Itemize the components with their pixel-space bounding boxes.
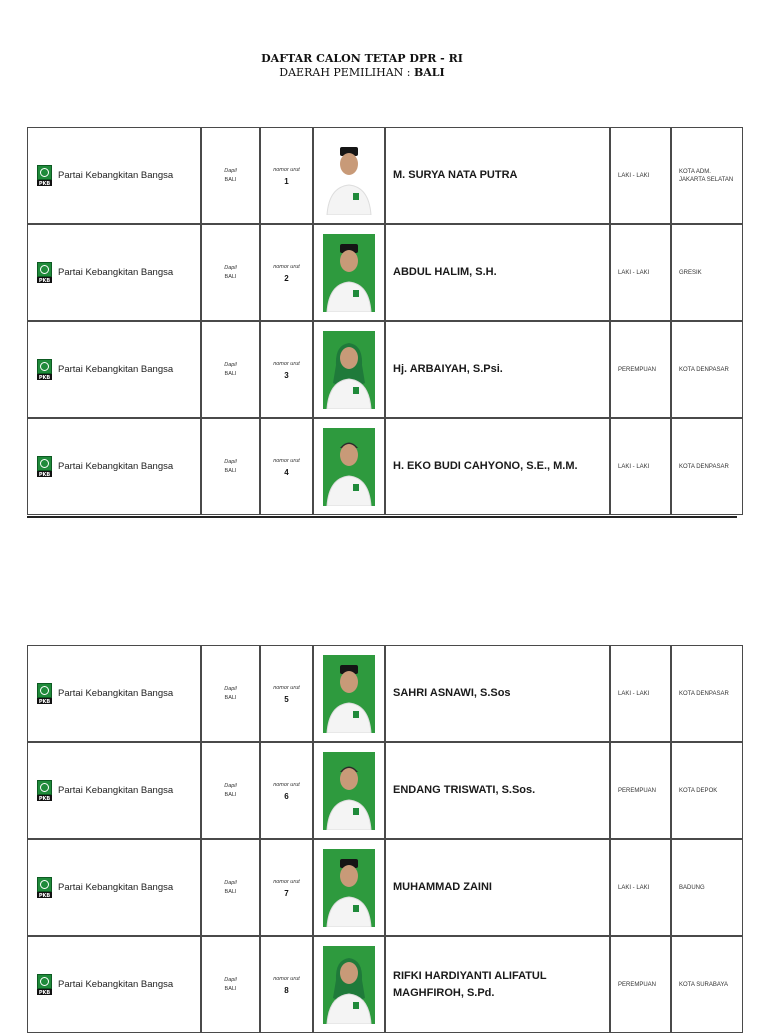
- number-cell: [261, 166, 312, 186]
- party-name: Partai Kebangkitan Bangsa: [58, 267, 174, 278]
- pkb-logo-icon: [37, 262, 52, 283]
- photo-cell: [314, 331, 384, 409]
- candidate-row: [27, 127, 743, 224]
- candidate-portrait: [323, 849, 375, 927]
- candidate-row: [27, 936, 743, 1033]
- number-label: nomor urut: [273, 263, 300, 270]
- dapil-cell: [202, 361, 259, 379]
- dapil-cell: [202, 976, 259, 994]
- dapil-cell: [202, 458, 259, 476]
- pkb-logo-icon: [37, 359, 52, 380]
- document-title: DAFTAR CALON TETAP DPR - RI: [261, 52, 463, 65]
- candidate-row: [27, 839, 743, 936]
- dapil-cell: [202, 167, 259, 185]
- number-value: 5: [284, 694, 289, 704]
- candidate-name-line-2: MAGHFIROH, S.Pd.: [393, 986, 495, 999]
- svg-text:PKB: PKB: [38, 699, 51, 704]
- dapil-value: BALI: [224, 694, 237, 701]
- candidate-name: [386, 361, 609, 378]
- city-value: KOTA SURABAYA: [679, 981, 729, 988]
- number-cell: [261, 457, 312, 477]
- candidate-portrait: [323, 234, 375, 312]
- candidate-name: [386, 968, 609, 1002]
- pkb-logo-icon: [37, 877, 52, 898]
- dapil-value: BALI: [224, 985, 237, 992]
- dapil-cell: [202, 879, 259, 897]
- number-label: nomor urut: [273, 457, 300, 464]
- dapil-label: Dapil: [224, 458, 237, 465]
- region-label: DAERAH PEMILIHAN :: [279, 66, 411, 79]
- candidate-name: [386, 167, 609, 184]
- number-value: 6: [284, 791, 289, 801]
- party-cell: [28, 165, 200, 186]
- dapil-cell: [202, 264, 259, 282]
- candidate-portrait: [323, 137, 375, 215]
- number-value: 1: [284, 176, 289, 186]
- party-cell: [28, 780, 200, 801]
- photo-cell: [314, 137, 384, 215]
- party-name: Partai Kebangkitan Bangsa: [58, 979, 174, 990]
- candidate-table-2: [27, 645, 743, 1033]
- city-value: KOTA DENPASAR: [679, 690, 729, 697]
- dapil-value: BALI: [224, 176, 237, 183]
- city-cell: [672, 884, 742, 892]
- candidate-name-line-1: H. EKO BUDI CAHYONO, S.E., M.M.: [393, 460, 578, 472]
- dapil-value: BALI: [224, 888, 237, 895]
- number-cell: [261, 360, 312, 380]
- photo-cell: [314, 655, 384, 733]
- number-value: 3: [284, 370, 289, 380]
- pkb-logo-icon: [37, 780, 52, 801]
- city-cell: [672, 366, 742, 374]
- candidate-name-line-1: ABDUL HALIM, S.H.: [393, 266, 497, 278]
- photo-cell: [314, 849, 384, 927]
- party-cell: [28, 974, 200, 995]
- number-value: 4: [284, 467, 289, 477]
- dapil-value: BALI: [224, 370, 237, 377]
- svg-text:PKB: PKB: [38, 893, 51, 898]
- city-cell: [672, 981, 742, 989]
- party-name: Partai Kebangkitan Bangsa: [58, 882, 174, 893]
- party-name: Partai Kebangkitan Bangsa: [58, 364, 174, 375]
- city-cell: [672, 269, 742, 277]
- dapil-cell: [202, 782, 259, 800]
- pkb-logo-icon: [37, 974, 52, 995]
- gender-value: LAKI - LAKI: [618, 884, 650, 891]
- region-value: BALI: [413, 66, 445, 79]
- party-name: Partai Kebangkitan Bangsa: [58, 461, 174, 472]
- number-cell: [261, 684, 312, 704]
- photo-cell: [314, 946, 384, 1024]
- dapil-value: BALI: [224, 467, 237, 474]
- number-cell: [261, 263, 312, 283]
- city-cell: [672, 168, 742, 184]
- gender-value: LAKI - LAKI: [618, 269, 650, 276]
- candidate-name-line-1: MUHAMMAD ZAINI: [393, 881, 492, 893]
- city-cell: [672, 690, 742, 698]
- dapil-label: Dapil: [224, 976, 237, 983]
- candidate-table-1: [27, 127, 743, 515]
- number-label: nomor urut: [273, 878, 300, 885]
- candidate-name: [386, 685, 609, 702]
- candidate-row: [27, 418, 743, 515]
- gender-value: LAKI - LAKI: [618, 172, 650, 179]
- candidate-name: [386, 879, 609, 896]
- dapil-label: Dapil: [224, 361, 237, 368]
- svg-text:PKB: PKB: [38, 472, 51, 477]
- number-cell: [261, 878, 312, 898]
- candidate-name: [386, 782, 609, 799]
- city-cell: [672, 787, 742, 795]
- pkb-logo-icon: [37, 165, 52, 186]
- party-cell: [28, 456, 200, 477]
- party-cell: [28, 877, 200, 898]
- number-label: nomor urut: [273, 684, 300, 691]
- table-1-bottom-rule: [27, 516, 737, 518]
- candidate-name-line-1: RIFKI HARDIYANTI ALIFATUL: [393, 969, 547, 982]
- pkb-logo-icon: [37, 683, 52, 704]
- number-label: nomor urut: [273, 360, 300, 367]
- party-name: Partai Kebangkitan Bangsa: [58, 785, 174, 796]
- candidate-row: [27, 321, 743, 418]
- dapil-label: Dapil: [224, 782, 237, 789]
- candidate-name: [386, 458, 609, 475]
- gender-value: PEREMPUAN: [618, 787, 657, 794]
- party-cell: [28, 262, 200, 283]
- svg-text:PKB: PKB: [38, 278, 51, 283]
- photo-cell: [314, 428, 384, 506]
- dapil-label: Dapil: [224, 167, 237, 174]
- number-value: 8: [284, 985, 289, 995]
- svg-text:PKB: PKB: [38, 796, 51, 801]
- svg-text:PKB: PKB: [38, 990, 51, 995]
- gender-value: LAKI - LAKI: [618, 463, 650, 470]
- candidate-name-line-1: M. SURYA NATA PUTRA: [393, 169, 518, 181]
- gender-value: PEREMPUAN: [618, 366, 657, 373]
- candidate-name-line-1: Hj. ARBAIYAH, S.Psi.: [393, 363, 503, 375]
- pkb-logo-icon: [37, 456, 52, 477]
- gender-value: LAKI - LAKI: [618, 690, 650, 697]
- gender-value: PEREMPUAN: [618, 981, 657, 988]
- number-value: 2: [284, 273, 289, 283]
- party-cell: [28, 683, 200, 704]
- city-value: BADUNG: [679, 884, 705, 891]
- candidate-portrait: [323, 946, 375, 1024]
- city-value: KOTA DENPASAR: [679, 463, 729, 470]
- candidate-name-line-1: SAHRI ASNAWI, S.Sos: [393, 687, 511, 699]
- city-value-line-2: JAKARTA SELATAN: [679, 176, 734, 183]
- candidate-portrait: [323, 655, 375, 733]
- city-value: GRESIK: [679, 269, 702, 276]
- photo-cell: [314, 234, 384, 312]
- candidate-row: [27, 224, 743, 321]
- city-value: KOTA DENPASAR: [679, 366, 729, 373]
- number-label: nomor urut: [273, 166, 300, 173]
- number-value: 7: [284, 888, 289, 898]
- number-cell: [261, 975, 312, 995]
- candidate-portrait: [323, 331, 375, 409]
- dapil-value: BALI: [224, 791, 237, 798]
- candidate-portrait: [323, 428, 375, 506]
- candidate-row: [27, 645, 743, 742]
- candidate-portrait: [323, 752, 375, 830]
- city-cell: [672, 463, 742, 471]
- photo-cell: [314, 752, 384, 830]
- number-label: nomor urut: [273, 975, 300, 982]
- city-value: KOTA DEPOK: [679, 787, 718, 794]
- dapil-cell: [202, 685, 259, 703]
- svg-text:PKB: PKB: [38, 375, 51, 380]
- candidate-name-line-1: ENDANG TRISWATI, S.Sos.: [393, 784, 536, 796]
- number-label: nomor urut: [273, 781, 300, 788]
- candidate-name: [386, 264, 609, 281]
- number-cell: [261, 781, 312, 801]
- svg-text:PKB: PKB: [38, 181, 51, 186]
- dapil-label: Dapil: [224, 879, 237, 886]
- region-line: [0, 66, 724, 79]
- city-value: KOTA ADM.: [679, 168, 711, 175]
- dapil-label: Dapil: [224, 264, 237, 271]
- candidate-row: [27, 742, 743, 839]
- dapil-label: Dapil: [224, 685, 237, 692]
- party-cell: [28, 359, 200, 380]
- dapil-value: BALI: [224, 273, 237, 280]
- party-name: Partai Kebangkitan Bangsa: [58, 688, 174, 699]
- party-name: Partai Kebangkitan Bangsa: [58, 170, 174, 181]
